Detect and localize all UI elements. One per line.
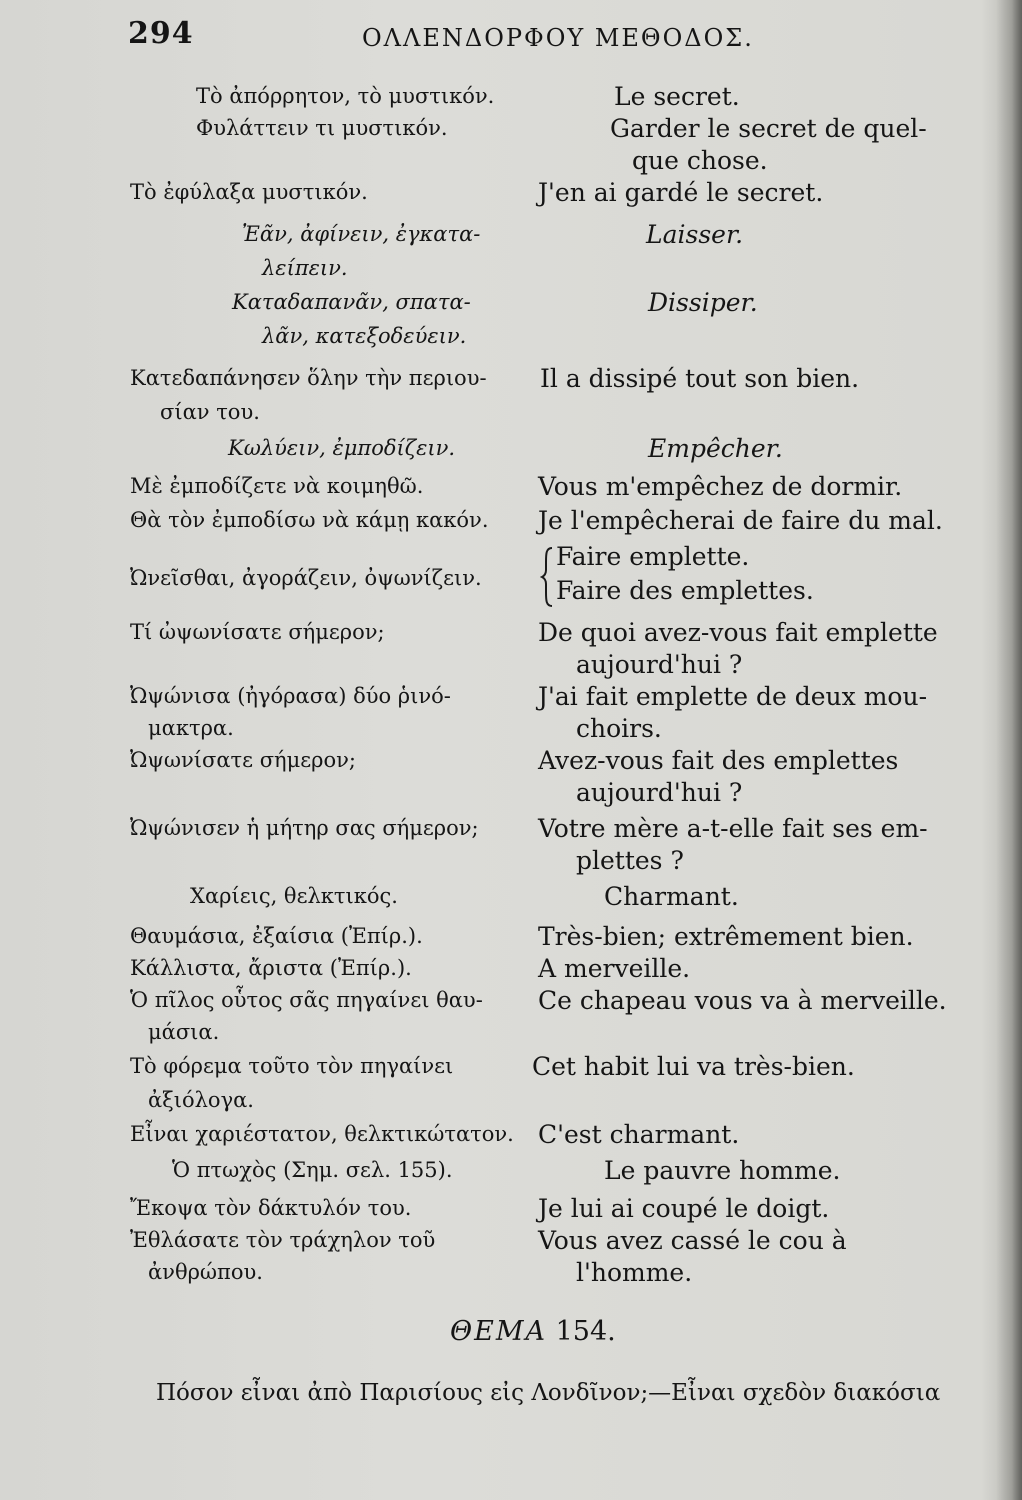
french-text: Très-bien; extrêmement bien.	[538, 922, 914, 951]
greek-text: Εἶναι χαριέστατον, θελκτικώτατον.	[130, 1122, 514, 1146]
greek-text: Ἔκοψα τὸν δάκτυλόν του.	[130, 1196, 412, 1220]
french-text: A merveille.	[538, 954, 691, 983]
french-text: Charmant.	[604, 882, 739, 911]
greek-text: μάσια.	[148, 1020, 220, 1044]
greek-text: ἀξιόλογα.	[148, 1088, 254, 1112]
french-text: Cet habit lui va très-bien.	[532, 1052, 855, 1081]
french-text: Dissiper.	[648, 288, 758, 317]
greek-text: Κάλλιστα, ἄριστα (Ἐπίρ.).	[130, 956, 412, 980]
greek-text: Ὠψωνίσατε σήμερον;	[130, 748, 356, 772]
page-number: 294	[128, 16, 194, 51]
french-text: aujourd'hui ?	[576, 650, 743, 679]
greek-text: Καταδαπανᾶν, σπατα-	[232, 290, 471, 314]
exercise-text: Πόσον εἶναι ἀπὸ Παρισίους εἰς Λονδῖνον;—Εἶναι σχεδὸν διακόσια	[156, 1380, 941, 1406]
french-text: Il a dissipé tout son bien.	[540, 364, 860, 393]
french-text: Vous avez cassé le cou à	[538, 1226, 847, 1255]
greek-text: Ὠψώνισα (ἠγόρασα) δύο ῥινό-	[130, 684, 451, 708]
greek-text: Τὸ ἐφύλαξα μυστικόν.	[130, 180, 368, 204]
greek-text: Ὠψώνισεν ἡ μήτηρ σας σήμερον;	[130, 816, 479, 840]
french-text: Votre mère a-t-elle fait ses em-	[538, 814, 928, 843]
french-text: Laisser.	[646, 220, 744, 249]
french-text: Je l'empêcherai de faire du mal.	[538, 506, 943, 535]
french-text: De quoi avez-vous fait emplette	[538, 618, 938, 647]
french-text: Vous m'empêchez de dormir.	[538, 472, 903, 501]
french-text: Je lui ai coupé le doigt.	[538, 1194, 830, 1223]
greek-text: λᾶν, κατεξοδεύειν.	[262, 324, 467, 348]
french-text: Le pauvre homme.	[604, 1156, 841, 1185]
greek-text: Ἐθλάσατε τὸν τράχηλον τοῦ	[130, 1228, 436, 1252]
french-text: Faire emplette.	[556, 542, 750, 571]
section-word: ΘΕΜΑ	[450, 1316, 547, 1347]
greek-text: Ὁ πτωχὸς (Σημ. σελ. 155).	[172, 1158, 453, 1182]
french-text: plettes ?	[576, 846, 684, 875]
greek-text: Φυλάττειν τι μυστικόν.	[196, 116, 448, 140]
greek-text: μακτρα.	[148, 716, 234, 740]
greek-text: σίαν του.	[160, 400, 260, 424]
french-text: que chose.	[632, 146, 768, 175]
running-head: ΟΛΛΕΝΔΟΡΦΟΥ ΜΕΘΟΔΟΣ.	[362, 24, 754, 52]
french-text: Faire des emplettes.	[556, 576, 814, 605]
greek-text: Θὰ τὸν ἐμποδίσω νὰ κάμῃ κακόν.	[130, 508, 489, 532]
french-text: Avez-vous fait des emplettes	[538, 746, 899, 775]
french-text: Le secret.	[614, 82, 740, 111]
greek-text: Τὸ φόρεμα τοῦτο τὸν πηγαίνει	[130, 1054, 454, 1078]
french-text: Empêcher.	[648, 434, 783, 463]
brace-icon	[540, 546, 556, 608]
section-title	[450, 1316, 616, 1347]
greek-text: Τί ὠψωνίσατε σήμερον;	[130, 620, 385, 644]
greek-text: Ὠνεῖσθαι, ἀγοράζειν, ὀψωνίζειν.	[130, 566, 482, 590]
french-text: Ce chapeau vous va à merveille.	[538, 986, 947, 1015]
french-text: J'en ai gardé le secret.	[538, 178, 824, 207]
greek-text: Τὸ ἀπόρρητον, τὸ μυστικόν.	[196, 84, 495, 108]
greek-text: Ὁ πῖλος οὗτος σᾶς πηγαίνει θαυ-	[130, 988, 483, 1012]
greek-text: Κατεδαπάνησεν ὅλην τὴν περιου-	[130, 366, 487, 390]
greek-text: ἀνθρώπου.	[148, 1260, 263, 1284]
french-text: l'homme.	[576, 1258, 693, 1287]
greek-text: Κωλύειν, ἐμποδίζειν.	[228, 436, 456, 460]
greek-text: Μὲ ἐμποδίζετε νὰ κοιμηθῶ.	[130, 474, 424, 498]
french-text: aujourd'hui ?	[576, 778, 743, 807]
french-text: Garder le secret de quel-	[610, 114, 927, 143]
section-number: 154.	[555, 1316, 616, 1347]
greek-text: λείπειν.	[262, 256, 348, 280]
greek-text: Θαυμάσια, ἐξαίσια (Ἐπίρ.).	[130, 924, 423, 948]
french-text: C'est charmant.	[538, 1120, 740, 1149]
french-text: J'ai fait emplette de deux mou-	[538, 682, 928, 711]
greek-text: Χαρίεις, θελκτικός.	[190, 884, 398, 908]
french-text: choirs.	[576, 714, 662, 743]
greek-text: Ἐᾶν, ἀφίνειν, ἐγκατα-	[242, 222, 481, 246]
